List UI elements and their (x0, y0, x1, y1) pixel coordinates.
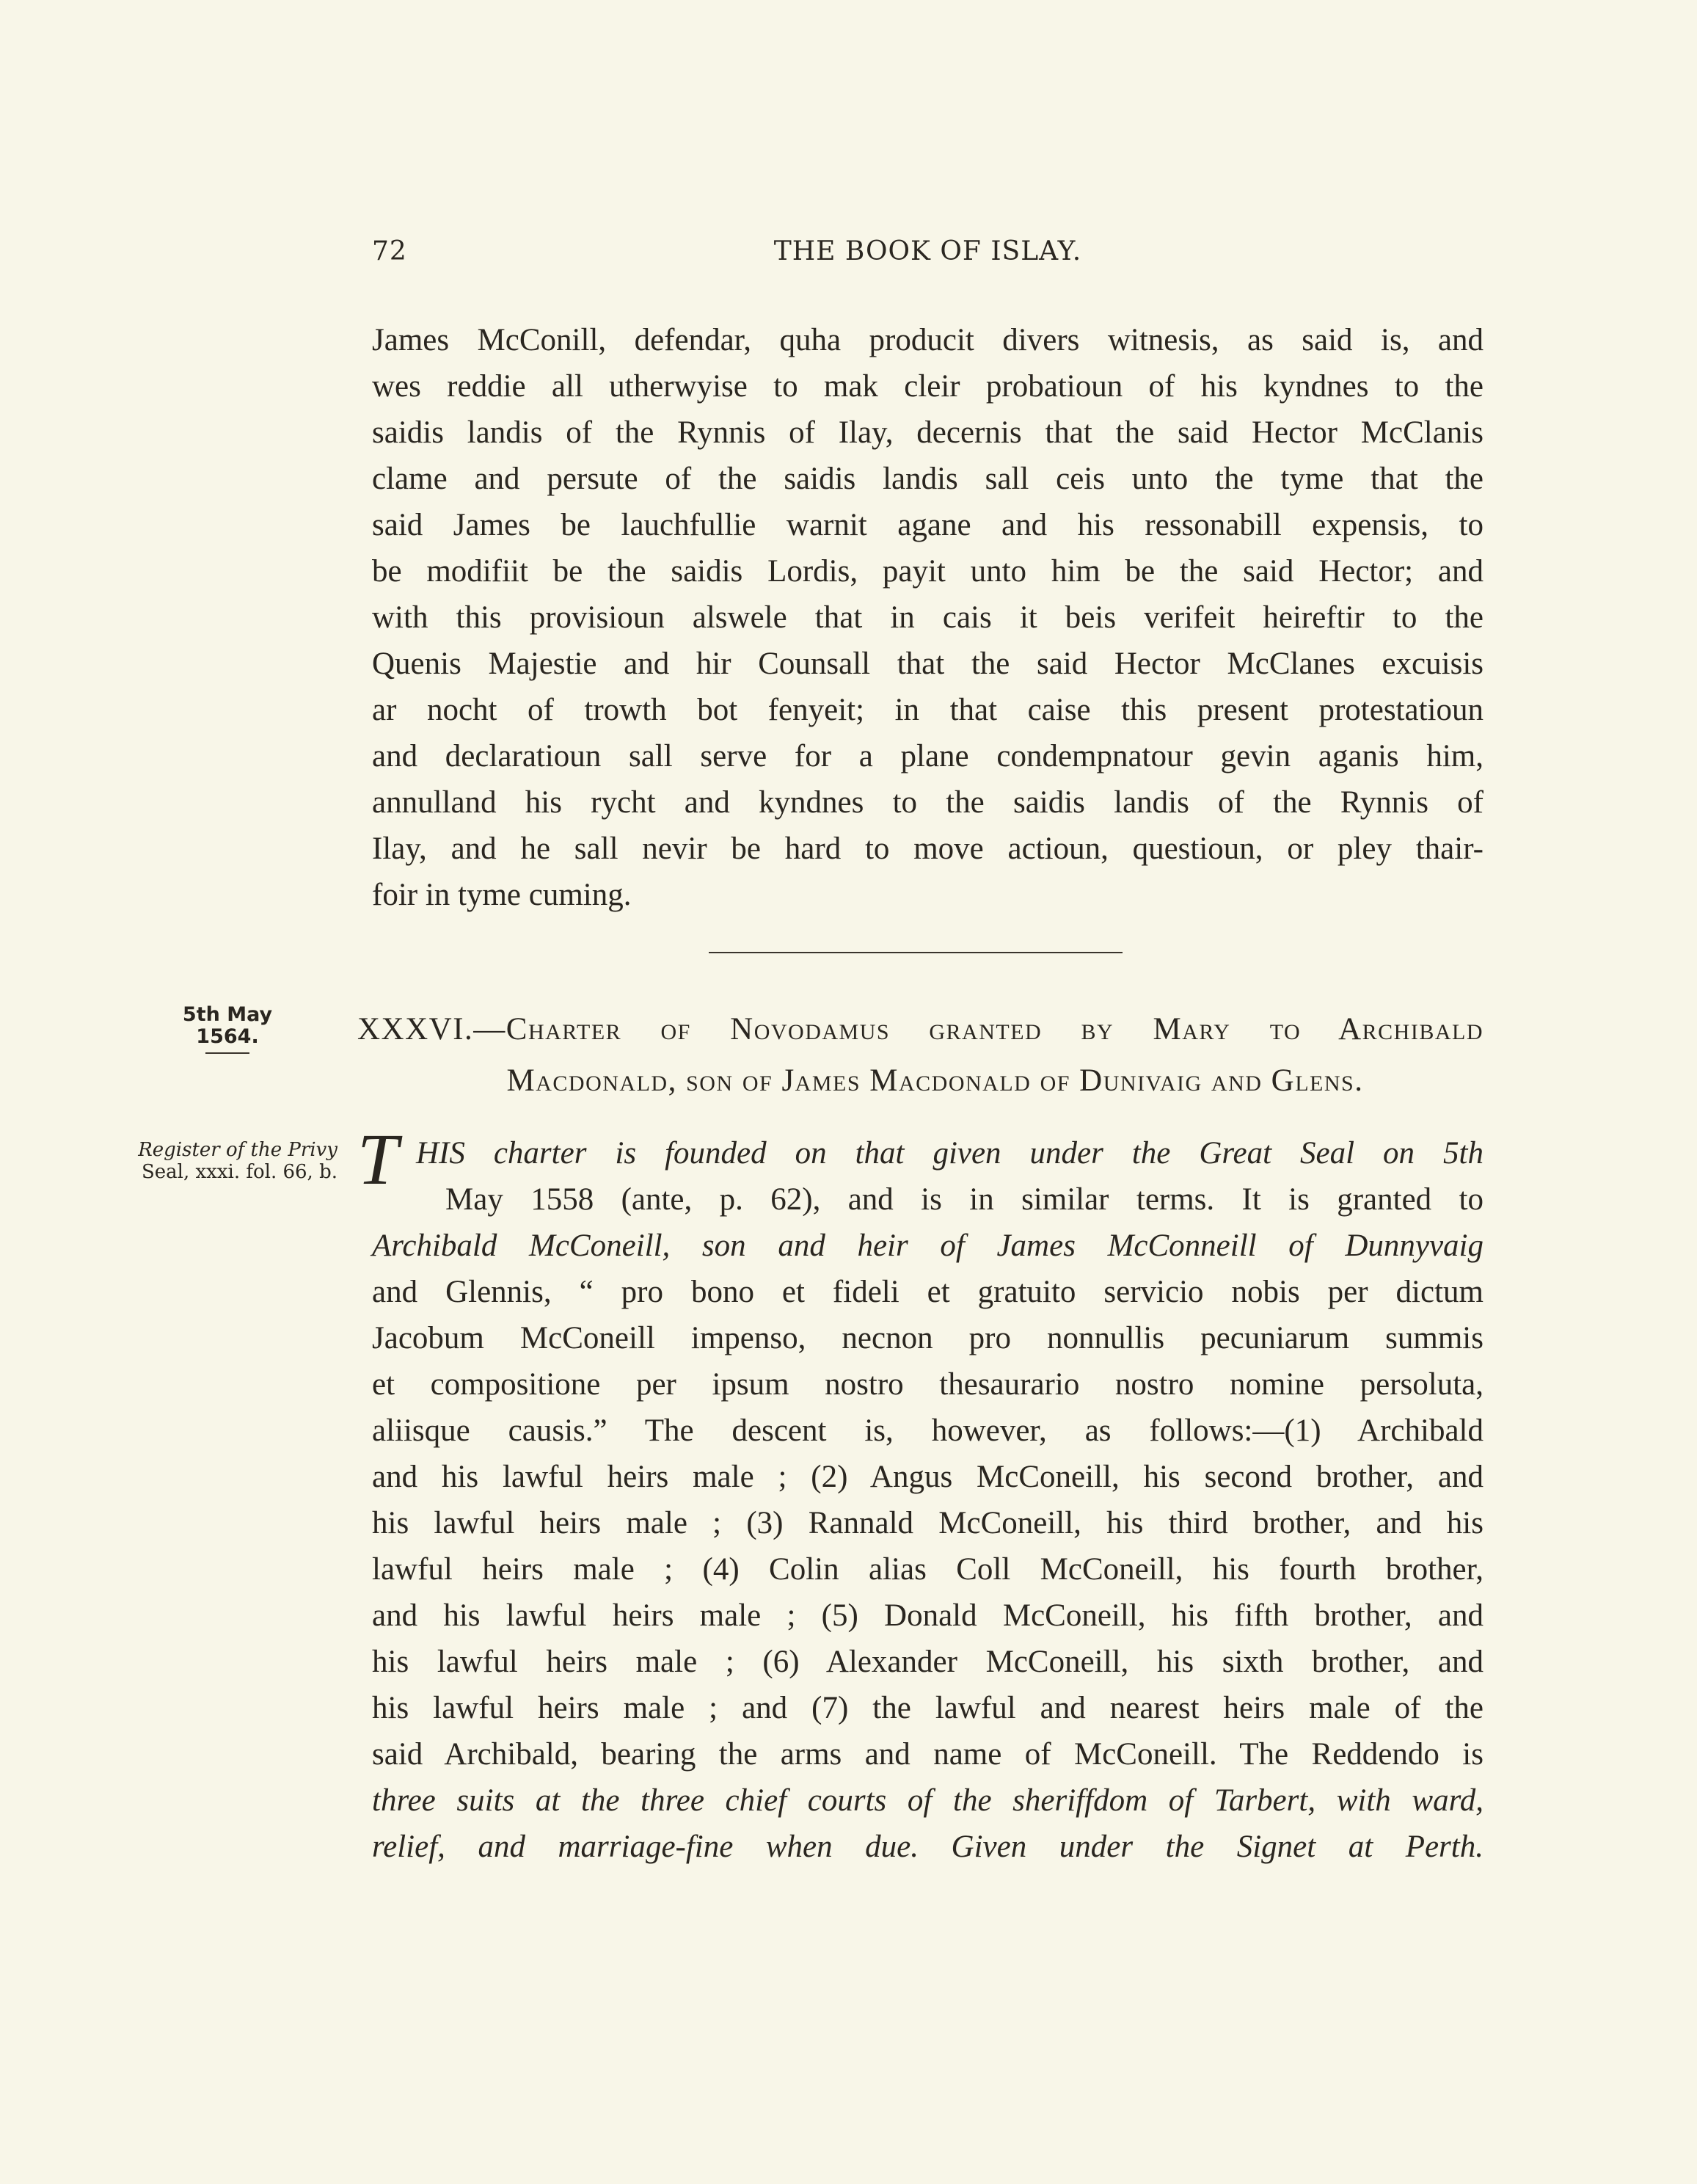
ref-note-line: Register of the Privy (138, 1139, 337, 1161)
text-line: his lawful heirs male ; (3) Rannald McConeill, his third brother, and his (372, 1506, 1483, 1540)
text-line: Quenis Majestie and hir Counsall that the said Hector McClanes excuisis (372, 647, 1483, 681)
title-line: Macdonald, son of James Macdonald of Dunivaig and Glens. (506, 1063, 1364, 1098)
text-line: Ilay, and he sall nevir be hard to move actioun, questioun, or pley thair- (372, 831, 1483, 866)
text-line: said Archibald, bearing the arms and name of McConeill. The Reddendo is (372, 1737, 1483, 1772)
text-line: saidis landis of the Rynnis of Ilay, decernis that the said Hector McClanis (372, 415, 1483, 450)
date-note-line: 1564. (196, 1025, 259, 1048)
text-line: clame and persute of the saidis landis sall ceis unto the tyme that the (372, 462, 1483, 496)
section-title (357, 1004, 1483, 1107)
text-line: Jacobum McConeill impenso, necnon pro nonnullis pecuniarum summis (372, 1321, 1483, 1355)
text-line: lawful heirs male ; (4) Colin alias Coll McConeill, his fourth brother, (372, 1552, 1483, 1587)
text-line: and declaratioun sall serve for a plane condempnatour gevin aganis him, (372, 739, 1483, 774)
text-line: three suits at the three chief courts of the sheriffdom of Tarbert, with ward, (372, 1783, 1483, 1818)
text-line: James McConill, defendar, quha producit divers witnesis, as said is, and (372, 323, 1483, 357)
text-line: Archibald McConeill, son and heir of James McConneill of Dunnyvaig (372, 1228, 1483, 1263)
page-number: 72 (372, 236, 407, 266)
text-line: foir in tyme cuming. (372, 878, 632, 912)
text-line: his lawful heirs male ; (6) Alexander McConeill, his sixth brother, and (372, 1645, 1483, 1679)
text-line: et compositione per ipsum nostro thesaurario nostro nomine persoluta, (372, 1367, 1483, 1402)
date-note-dash (205, 1052, 249, 1054)
drop-cap: T (357, 1118, 398, 1200)
text-line: be modifiit be the saidis Lordis, payit unto him be the said Hector; and (372, 554, 1483, 589)
running-title: THE BOOK OF ISLAY. (773, 236, 1082, 266)
text-line: HIS charter is founded on that given under the Great Seal on 5th (416, 1136, 1483, 1171)
text-line: annulland his rycht and kyndnes to the saidis landis of the Rynnis of (372, 785, 1483, 820)
text-line: and Glennis, “ pro bono et fideli et gratuito servicio nobis per dictum (372, 1275, 1483, 1309)
margin-date-note (147, 1004, 308, 1054)
text-line: aliisque causis.” The descent is, however, as follows:—(1) Archibald (372, 1413, 1483, 1448)
charter-paragraph (372, 1130, 1483, 1870)
margin-reference-note (117, 1139, 337, 1183)
date-note-line: 5th May (182, 1003, 273, 1026)
text-line: said James be lauchfullie warnit agane and his ressonabill expensis, to (372, 508, 1483, 542)
ref-note-line: Seal, xxxi. fol. 66, b. (141, 1161, 337, 1183)
text-line: wes reddie all utherwyise to mak cleir probatioun of his kyndnes to the (372, 369, 1483, 404)
text-line: with this provisioun alswele that in cais it beis verifeit heireftir to the (372, 600, 1483, 635)
text-line: May 1558 (ante, p. 62), and is in similar terms. It is granted to (445, 1182, 1483, 1217)
text-line: and his lawful heirs male ; (2) Angus McConeill, his second brother, and (372, 1460, 1483, 1494)
text-line: relief, and marriage-fine when due. Given under the Signet at Perth. (372, 1830, 1483, 1864)
section-divider (709, 952, 1123, 953)
title-line: XXXVI.—Charter of Novodamus granted by Mary to Archibald (357, 1012, 1483, 1046)
text-line: and his lawful heirs male ; (5) Donald McConeill, his fifth brother, and (372, 1598, 1483, 1633)
text-line: ar nocht of trowth bot fenyeit; in that caise this present protestatioun (372, 693, 1483, 727)
text-line: his lawful heirs male ; and (7) the lawful and nearest heirs male of the (372, 1691, 1483, 1725)
continuation-paragraph (372, 317, 1483, 918)
